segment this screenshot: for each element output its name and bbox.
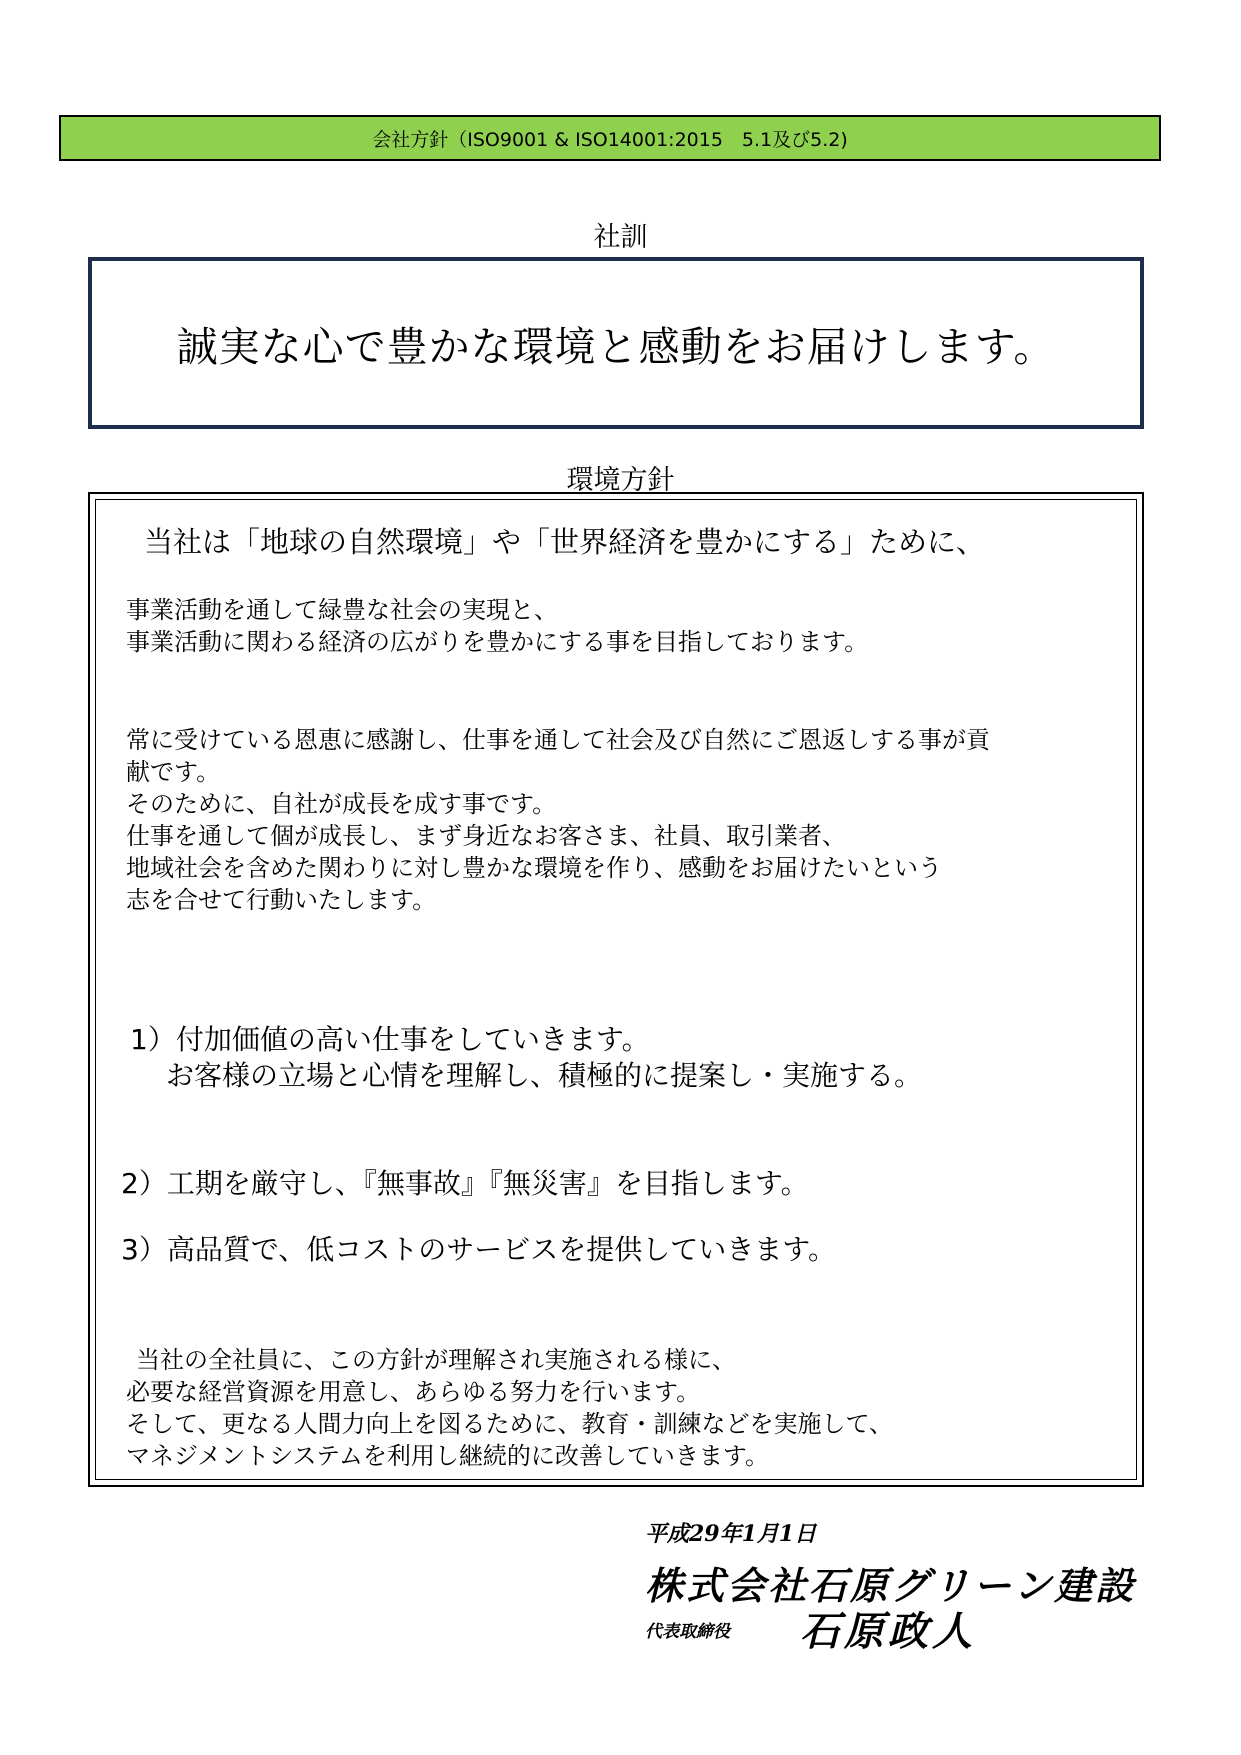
policy-closing-line: 当社の全社員に、この方針が理解され実施される様に、 [136, 1346, 736, 1374]
environmental-policy-box [88, 492, 1144, 1487]
policy-para2-line: 仕事を通して個が成長し、まず身近なお客さま、社員、取引業者、 [126, 822, 846, 850]
policy-inner-frame [95, 499, 1137, 1480]
signature-role: 代表取締役 [645, 1622, 730, 1642]
policy-closing-line: マネジメントシステムを利用し継続的に改善していきます。 [126, 1442, 769, 1470]
policy-item-1: 1）付加価値の高い仕事をしていきます。 [130, 1023, 650, 1056]
policy-item-1-detail: お客様の立場と心情を理解し、積極的に提案し・実施する。 [166, 1059, 923, 1092]
policy-label: 環境方針 [566, 465, 675, 496]
signature-company: 株式会社石原グリーン建設 [645, 1563, 1137, 1608]
policy-para2-line: 志を合せて行動いたします。 [126, 886, 437, 914]
policy-item-2: 2）工期を厳守し、『無事故』『無災害』を目指します。 [121, 1167, 809, 1200]
policy-para2-line: 献です。 [126, 758, 221, 786]
signature-name: 石原政人 [800, 1608, 976, 1655]
policy-header-bar [59, 115, 1161, 161]
policy-para1-line: 事業活動に関わる経済の広がりを豊かにする事を目指しております。 [126, 628, 869, 656]
policy-para2-line: そのために、自社が成長を成す事です。 [126, 790, 557, 818]
policy-item-3: 3）高品質で、低コストのサービスを提供していきます。 [121, 1233, 837, 1266]
policy-closing-line: 必要な経営資源を用意し、あらゆる努力を行います。 [126, 1378, 701, 1406]
policy-para2-line: 常に受けている恩恵に感謝し、仕事を通して社会及び自然にご恩返しする事が貢 [126, 726, 990, 754]
policy-intro: 当社は「地球の自然環境」や「世界経済を豊かにする」ために、 [144, 525, 986, 559]
policy-closing-line: そして、更なる人間力向上を図るために、教育・訓練などを実施して、 [126, 1410, 894, 1438]
motto-label: 社訓 [593, 222, 648, 253]
header-title: 会社方針（ISO9001 & ISO14001:2015 5.1及び5.2) [372, 128, 848, 151]
motto-box [88, 257, 1144, 429]
policy-para2-line: 地域社会を含めた関わりに対し豊かな環境を作り、感動をお届けたいという [126, 854, 942, 882]
signature-date: 平成29年1月1日 [645, 1521, 817, 1547]
policy-para1-line: 事業活動を通して緑豊な社会の実現と、 [126, 596, 558, 624]
motto-text: 誠実な心で豊かな環境と感動をお届けします。 [176, 322, 1056, 371]
